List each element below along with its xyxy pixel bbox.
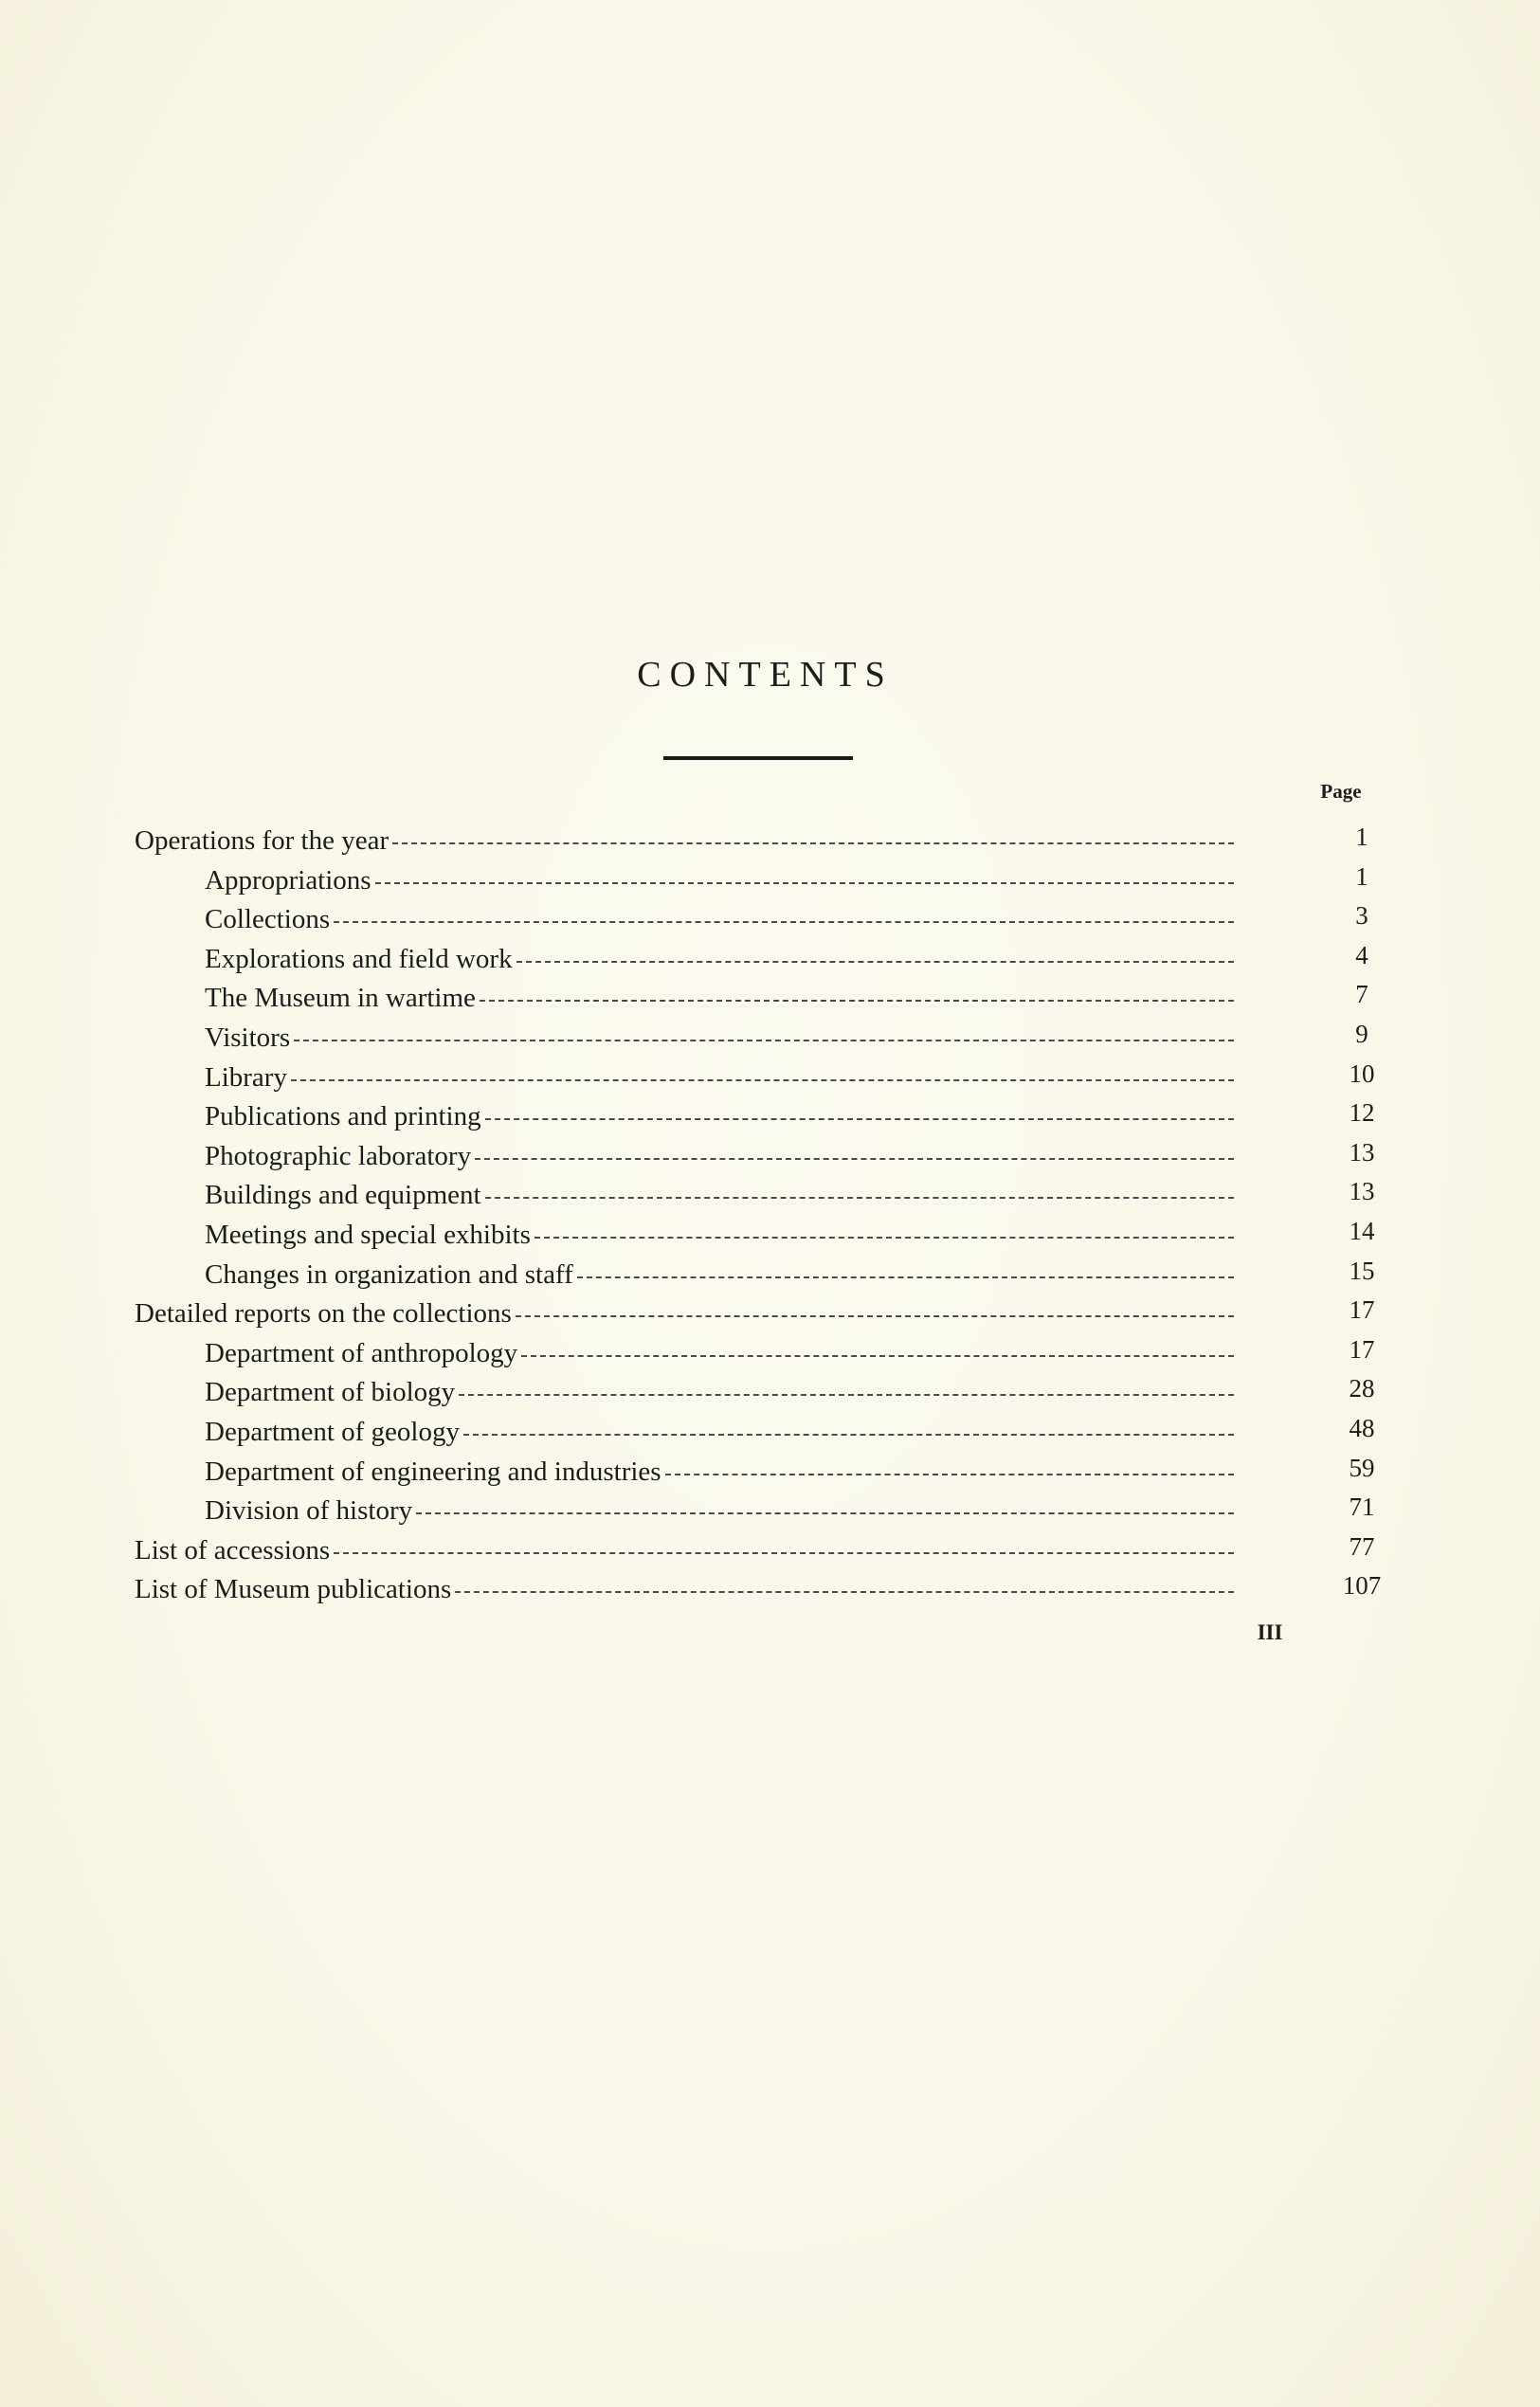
toc-entry xyxy=(135,900,1395,940)
dot-leader xyxy=(534,1237,1234,1239)
toc-entry-title: Department of biology xyxy=(205,1377,456,1408)
dot-leader xyxy=(485,1197,1234,1199)
toc-entry-title: Division of history xyxy=(205,1495,413,1527)
toc-entry xyxy=(135,822,1395,861)
toc-entry xyxy=(135,1373,1395,1413)
dot-leader xyxy=(485,1118,1234,1120)
dot-leader xyxy=(294,1040,1234,1041)
toc-entry-page-number: 3 xyxy=(1355,901,1368,931)
page-column-header: Page xyxy=(1320,780,1362,803)
toc-entry-title: Detailed reports on the collections xyxy=(135,1298,512,1330)
toc-entry-page-number: 15 xyxy=(1349,1256,1375,1285)
toc-entry xyxy=(135,1570,1395,1610)
toc-entry-title: List of accessions xyxy=(135,1534,331,1565)
title-rule xyxy=(663,756,853,760)
toc-entry xyxy=(135,1453,1395,1493)
toc-entry-page-number: 13 xyxy=(1349,1177,1375,1206)
dot-leader xyxy=(459,1394,1234,1396)
toc-entry-page-number: 14 xyxy=(1349,1216,1375,1245)
toc-entry xyxy=(135,940,1395,980)
toc-entry xyxy=(135,1059,1395,1098)
toc-entry xyxy=(135,1216,1395,1256)
toc-entry-title: Meetings and special exhibits xyxy=(205,1219,531,1250)
toc-entry-title: Changes in organization and staff xyxy=(205,1258,573,1290)
dot-leader xyxy=(463,1434,1234,1436)
dot-leader xyxy=(516,961,1234,963)
dot-leader xyxy=(475,1158,1234,1160)
dot-leader xyxy=(334,921,1234,923)
toc-entry-title: List of Museum publications xyxy=(135,1574,452,1605)
toc-entry-page-number: 10 xyxy=(1349,1059,1375,1088)
toc-entry-title: Explorations and field work xyxy=(205,943,513,974)
dot-leader xyxy=(665,1474,1234,1475)
toc-entry-page-number: 4 xyxy=(1355,940,1368,969)
dot-leader xyxy=(334,1552,1234,1554)
toc-entry xyxy=(135,1531,1395,1571)
toc-entry-title: Department of anthropology xyxy=(205,1337,518,1368)
toc-entry xyxy=(135,1413,1395,1453)
dot-leader xyxy=(480,1000,1234,1002)
toc-entry-page-number: 9 xyxy=(1355,1019,1368,1048)
toc-entry xyxy=(135,1019,1395,1059)
toc-entry xyxy=(135,1492,1395,1531)
toc-entry-page-number: 28 xyxy=(1349,1374,1375,1403)
toc-entry-page-number: 59 xyxy=(1349,1453,1375,1482)
toc-entry-page-number: 13 xyxy=(1349,1137,1375,1167)
dot-leader xyxy=(516,1315,1234,1317)
toc-entry-title: Visitors xyxy=(205,1022,291,1053)
toc-entry-page-number: 71 xyxy=(1349,1493,1375,1522)
dot-leader xyxy=(291,1079,1234,1081)
toc-entry xyxy=(135,1294,1395,1334)
toc-entry xyxy=(135,1256,1395,1295)
table-of-contents xyxy=(135,822,1395,1610)
toc-entry xyxy=(135,1097,1395,1137)
toc-entry-title: Collections xyxy=(205,904,331,935)
page-title: CONTENTS xyxy=(637,655,894,695)
toc-entry-title: Operations for the year xyxy=(135,825,390,856)
toc-entry-page-number: 77 xyxy=(1349,1531,1375,1561)
toc-entry-title: Buildings and equipment xyxy=(205,1180,481,1211)
toc-entry-title: The Museum in wartime xyxy=(205,983,476,1014)
dot-leader xyxy=(521,1355,1234,1357)
dot-leader xyxy=(392,842,1234,844)
toc-entry-title: Library xyxy=(205,1061,287,1093)
page-folio: III xyxy=(1257,1620,1283,1644)
dot-leader xyxy=(577,1276,1234,1278)
toc-entry xyxy=(135,1176,1395,1216)
toc-entry-title: Department of geology xyxy=(205,1416,460,1447)
toc-entry xyxy=(135,1137,1395,1177)
toc-entry-title: Publications and printing xyxy=(205,1101,481,1132)
toc-entry-title: Department of engineering and industries xyxy=(205,1456,661,1487)
toc-entry-title: Appropriations xyxy=(205,864,371,896)
toc-entry-title: Photographic laboratory xyxy=(205,1140,472,1171)
toc-entry xyxy=(135,1334,1395,1374)
dot-leader xyxy=(416,1512,1234,1514)
toc-entry-page-number: 1 xyxy=(1355,823,1368,851)
dot-leader xyxy=(455,1591,1234,1593)
toc-entry-page-number: 7 xyxy=(1355,980,1368,1009)
toc-entry xyxy=(135,979,1395,1019)
toc-entry xyxy=(135,861,1395,901)
toc-entry-page-number: 1 xyxy=(1355,861,1368,891)
toc-entry-page-number: 17 xyxy=(1349,1334,1375,1364)
toc-entry-page-number: 12 xyxy=(1349,1098,1375,1128)
toc-entry-page-number: 17 xyxy=(1349,1295,1375,1325)
dot-leader xyxy=(375,882,1234,884)
toc-entry-page-number: 107 xyxy=(1342,1571,1382,1601)
toc-entry-page-number: 48 xyxy=(1349,1413,1375,1442)
